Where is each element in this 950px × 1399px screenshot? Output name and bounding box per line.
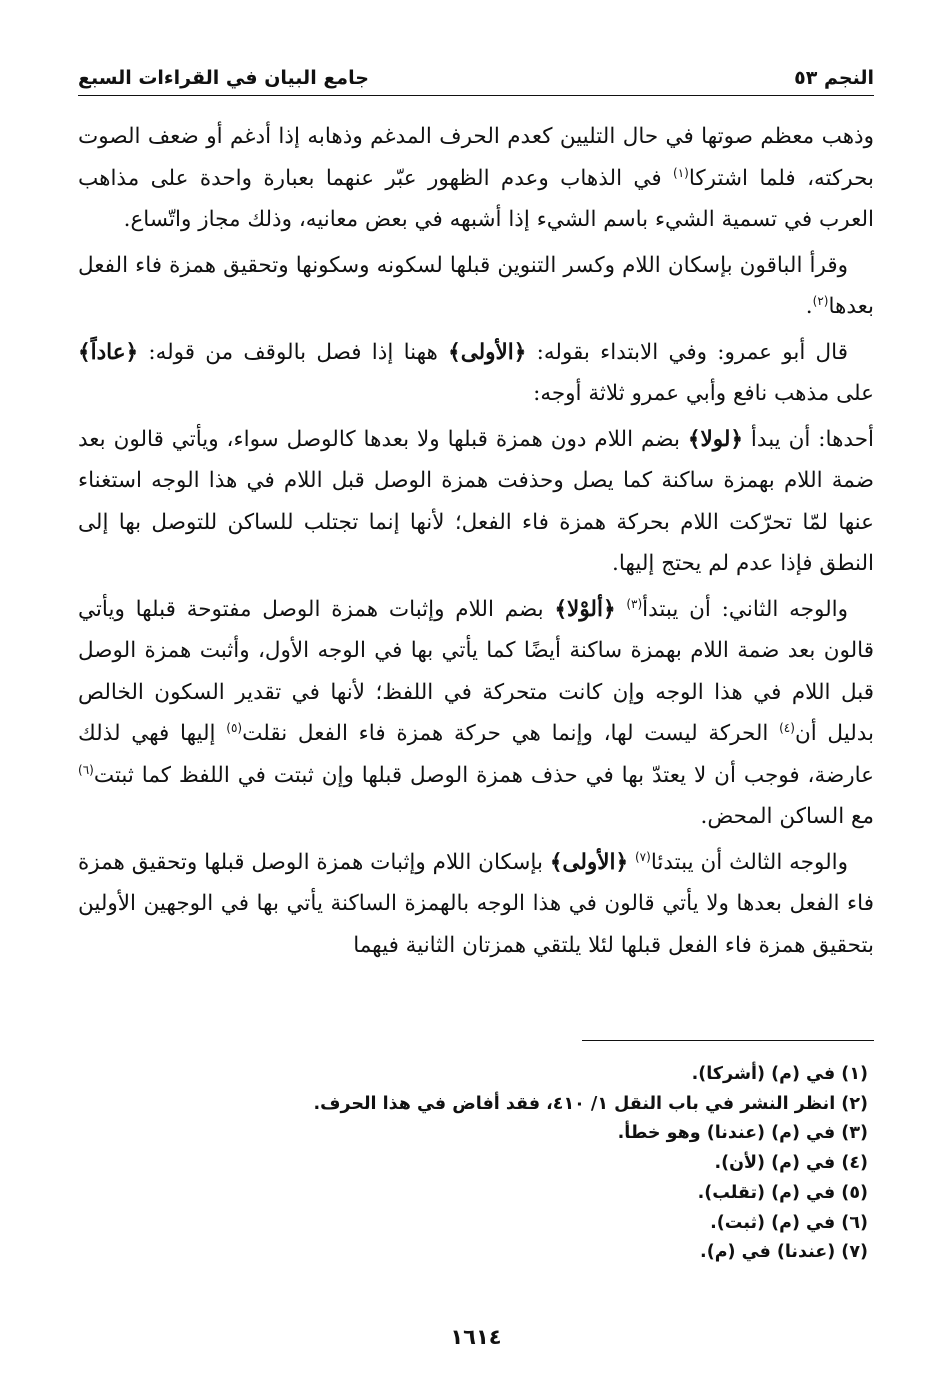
text-run: على مذهب نافع وأبي عمرو ثلاثة أوجه: (533, 381, 874, 406)
footnote-ref: (١) (673, 165, 689, 180)
paragraph (78, 245, 874, 328)
paragraph (78, 589, 874, 838)
text-run: وذهب معظم صوتها في حال التليين كعدم الحرف المدغم وذهابه إذا أدغم أو ضعف الصوت بحركته، فلما اشتركا (78, 124, 874, 191)
footnote-item: (٧) (عندنا) في (م). (700, 1242, 868, 1263)
footnote-ref: (٥) (226, 720, 243, 735)
text-run: إليها فهي لذلك عارضة، فوجب أن لا يعتدّ بها في حذف همزة الوصل قبلها وإن ثبتت في اللفظ كما ثبتت (78, 721, 874, 788)
text-run: بإسكان اللام وإثبات همزة الوصل قبلها وتحقيق همزة فاء الفعل بعدها ولا يأتي قالون في هذا الوجه بالهمزة الساكنة يأتي بها في الوجهين الأولين بتحقيق همزة فاء الفعل قبلها لئلا يلتقي همزتان الثانية فيهما (78, 849, 874, 958)
footnote-item: (٦) في (م) (ثبت). (710, 1212, 868, 1233)
text-run: قال أبو عمرو: وفي الابتداء بقوله: (526, 339, 848, 365)
paragraph (78, 116, 874, 241)
footnotes (78, 1060, 868, 1268)
footnote-item: (٥) في (م) (تقلب). (697, 1182, 868, 1203)
paragraph (78, 842, 874, 967)
text-run: والوجه الثاني: أن يبتدأ (642, 596, 848, 622)
footnote-ref: (٧) (634, 849, 651, 864)
paragraph (78, 419, 874, 585)
footnote-item: (٤) في (م) (لأن). (714, 1153, 868, 1174)
book-page (78, 0, 874, 1399)
text-run: مع الساكن المحض. (700, 804, 874, 829)
text-run: بضم اللام دون همزة قبلها ولا بعدها كالوصل سواء، ويأتي قالون بعد ضمة اللام بهمزة ساكنة كما يصل وحذفت همزة الوصل قبل اللام في هذا الوجه استغناء عنها لمّا تحرّكت اللام بحركة همزة فاء الفعل؛ لأنها إنما تجتلب للساكن للتوصل بها إلى النطق فإذا عدم لم يحتج إليها. (78, 426, 874, 576)
footnote-item: (٣) في (م) (عندنا) وهو خطأ. (617, 1123, 868, 1144)
quran-word: ﴿ألوْلا﴾ (554, 596, 616, 622)
footnote-ref: (٦) (78, 762, 94, 777)
text-run: وقرأ الباقون بإسكان اللام وكسر التنوين قبلها لسكونه وسكونها وتحقيق همزة فاء الفعل بعدها (78, 252, 874, 319)
text-run: . (805, 294, 813, 319)
book-title: جامع البيان في القراءات السبع (78, 67, 369, 89)
text-run (616, 597, 627, 622)
footnote-item: (٢) انظر النشر في باب النقل ١/ ٤١٠، فقد أفاض في هذا الحرف. (313, 1093, 868, 1114)
quran-word: ﴿الأولى﴾ (549, 849, 629, 875)
footnote-ref: (٣) (626, 596, 643, 611)
footnote-divider (582, 1040, 874, 1041)
text-run: في الذهاب وعدم الظهور عبّر عنهما بعبارة واحدة على مذاهب العرب في تسمية الشيء باسم الشيء إذا أشبهه في بعض معانيه، وذلك مجاز واتّساع. (78, 165, 874, 232)
running-header (78, 56, 874, 96)
footnote-ref: (٢) (812, 293, 829, 308)
quran-word: ﴿عاداً﴾ (78, 339, 139, 365)
text-run (628, 850, 635, 875)
text-run: بضم اللام وإثبات همزة الوصل مفتوحة قبلها ويأتي قالون بعد ضمة اللام بهمزة ساكنة أيضًا كما يأتي بها في الوجه الأول، وأثبت همزة الوصل قبل اللام في هذا الوجه وإن كانت متحركة في اللفظ؛ لأنها في تقدير السكون الخالص بدليل أن (78, 596, 875, 746)
paragraph (78, 332, 874, 415)
footnote-item: (١) في (م) (أشركا). (691, 1064, 868, 1084)
main-text (78, 116, 874, 970)
text-run: والوجه الثالث أن يبتدئا (650, 849, 849, 875)
quran-word: ﴿لولا﴾ (687, 426, 743, 452)
text-run: ههنا إذا فصل بالوقف من قوله: (138, 339, 449, 365)
quran-word: ﴿الأولى﴾ (448, 339, 527, 365)
text-run: الحركة ليست لها، وإنما هي حركة همزة فاء الفعل نقلت (242, 721, 780, 746)
chapter-label: النجم ٥٣ (794, 67, 874, 89)
text-run: أحدها: أن يبدأ (743, 426, 874, 452)
page-number: ١٦١٤ (450, 1325, 502, 1349)
footnote-ref: (٤) (779, 720, 795, 735)
